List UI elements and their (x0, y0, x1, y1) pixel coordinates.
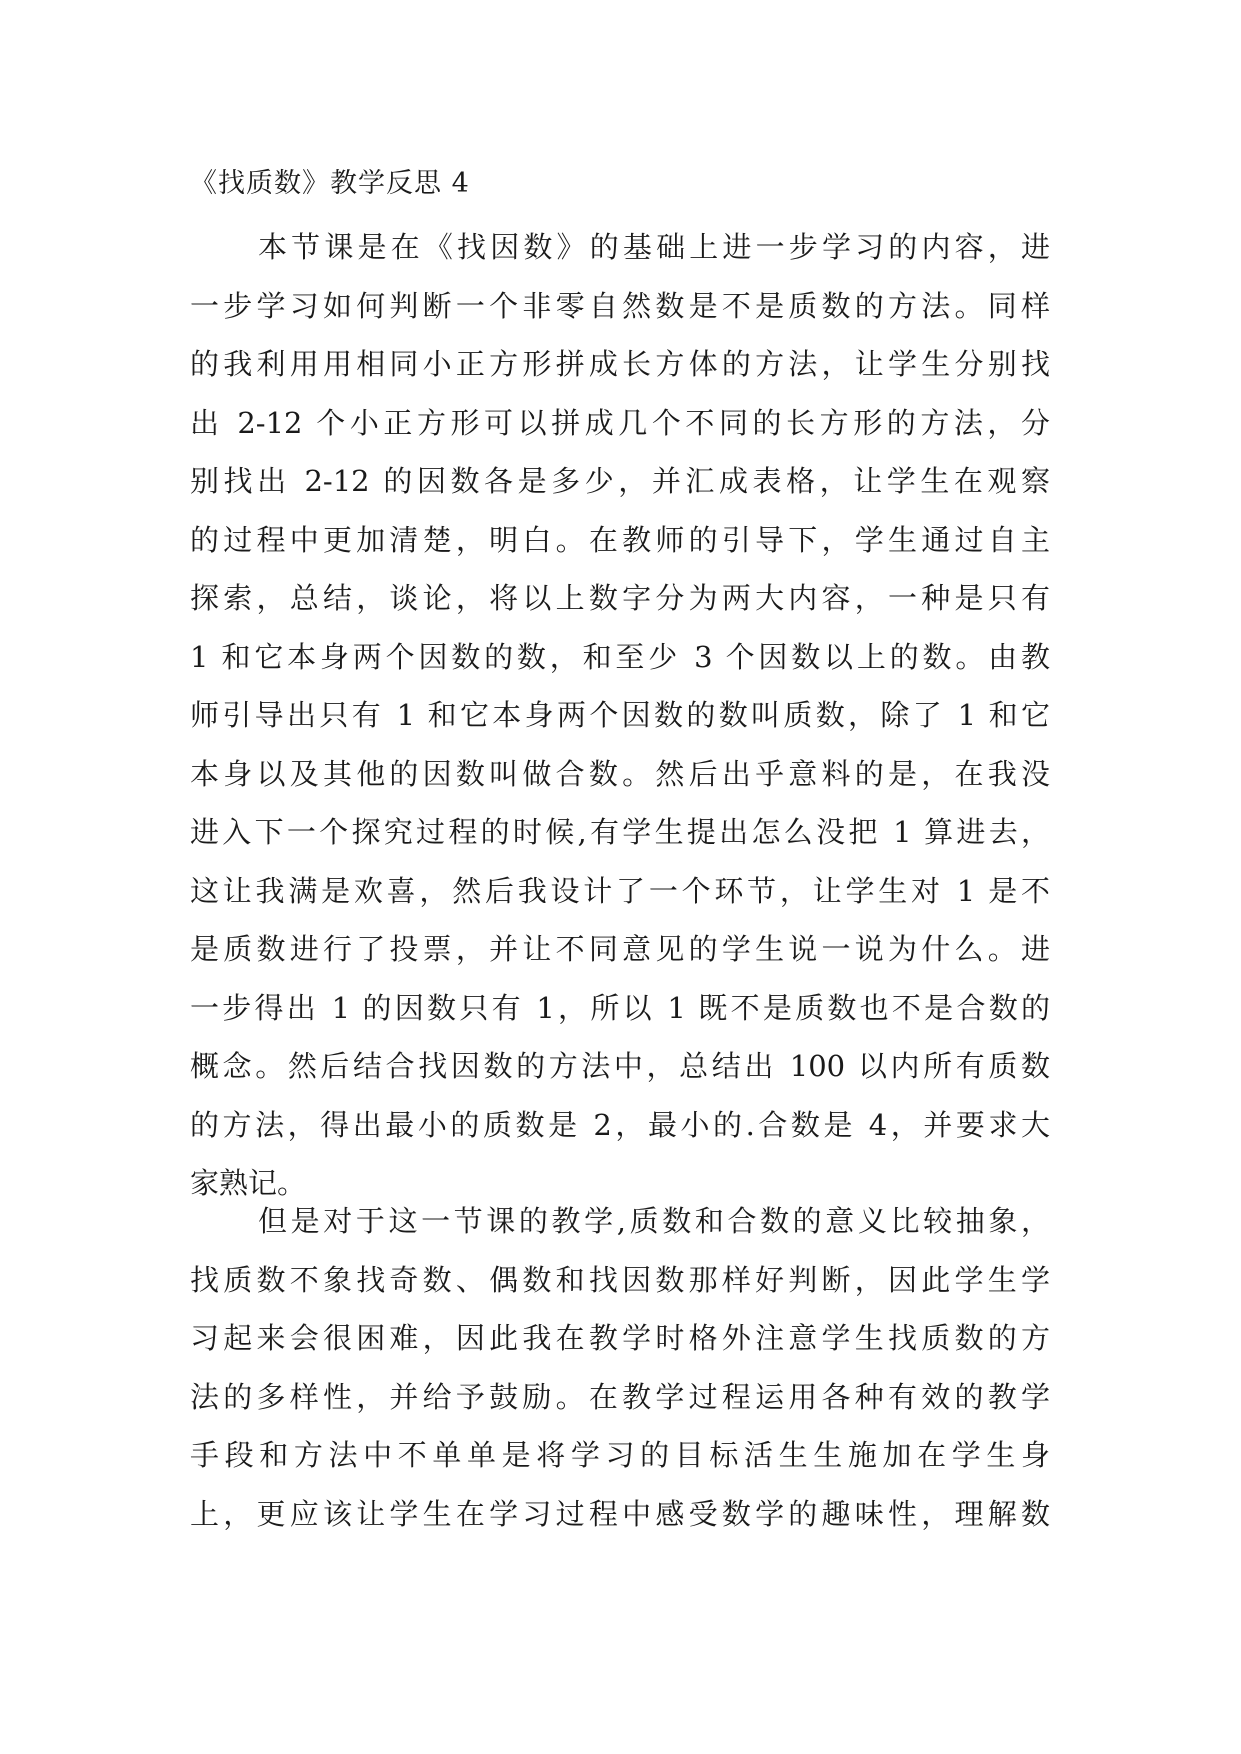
paragraph-line: 的我利用用相同小正方形拼成长方体的方法，让学生分别找 (190, 347, 1050, 381)
paragraph-1 (190, 218, 1050, 1213)
paragraph-line: 的过程中更加清楚，明白。在教师的引导下，学生通过自主 (190, 522, 1050, 557)
document-title: 《找质数》教学反思 4 (190, 168, 470, 199)
paragraph-line: 这让我满是欢喜，然后我设计了一个环节，让学生对 1 是不 (190, 873, 1050, 908)
paragraph-line: 进入下一个探究过程的时候,有学生提出怎么没把 1 算进去， (190, 815, 1050, 849)
paragraph-line: 法的多样性，并给予鼓励。在教学过程运用各种有效的教学 (190, 1379, 1050, 1414)
paragraph-line: 上，更应该让学生在学习过程中感受数学的趣味性，理解数 (190, 1496, 1050, 1531)
paragraph-line: 本身以及其他的因数叫做合数。然后出乎意料的是，在我没 (190, 756, 1050, 791)
paragraph-line: 的方法，得出最小的质数是 2，最小的.合数是 4，并要求大 (190, 1107, 1050, 1142)
paragraph-line: 家熟记。 (190, 1166, 307, 1200)
paragraph-line: 习起来会很困难，因此我在教学时格外注意学生找质数的方 (190, 1321, 1050, 1355)
paragraph-line: 出 2-12 个小正方形可以拼成几个不同的长方形的方法，分 (190, 405, 1050, 440)
paragraph-2 (190, 1192, 1050, 1543)
paragraph-line: 手段和方法中不单单是将学习的目标活生生施加在学生身 (190, 1438, 1050, 1472)
paragraph-line: 一步得出 1 的因数只有 1，所以 1 既不是质数也不是合数的 (190, 990, 1050, 1025)
paragraph-line: 但是对于这一节课的教学,质数和合数的意义比较抽象， (258, 1204, 1050, 1238)
paragraph-line: 别找出 2-12 的因数各是多少，并汇成表格，让学生在观察 (190, 464, 1050, 498)
paragraph-line: 本节课是在《找因数》的基础上进一步学习的内容，进 (258, 230, 1050, 264)
paragraph-line: 概念。然后结合找因数的方法中，总结出 100 以内所有质数 (190, 1049, 1050, 1083)
paragraph-line: 找质数不象找奇数、偶数和找因数那样好判断，因此学生学 (190, 1262, 1050, 1297)
paragraph-line: 是质数进行了投票，并让不同意见的学生说一说为什么。进 (190, 932, 1050, 966)
paragraph-line: 探索，总结，谈论，将以上数字分为两大内容，一种是只有 (190, 581, 1050, 615)
paragraph-line: 一步学习如何判断一个非零自然数是不是质数的方法。同样 (190, 288, 1050, 323)
paragraph-line: 1 和它本身两个因数的数，和至少 3 个因数以上的数。由教 (190, 639, 1050, 674)
paragraph-line: 师引导出只有 1 和它本身两个因数的数叫质数，除了 1 和它 (190, 698, 1050, 732)
